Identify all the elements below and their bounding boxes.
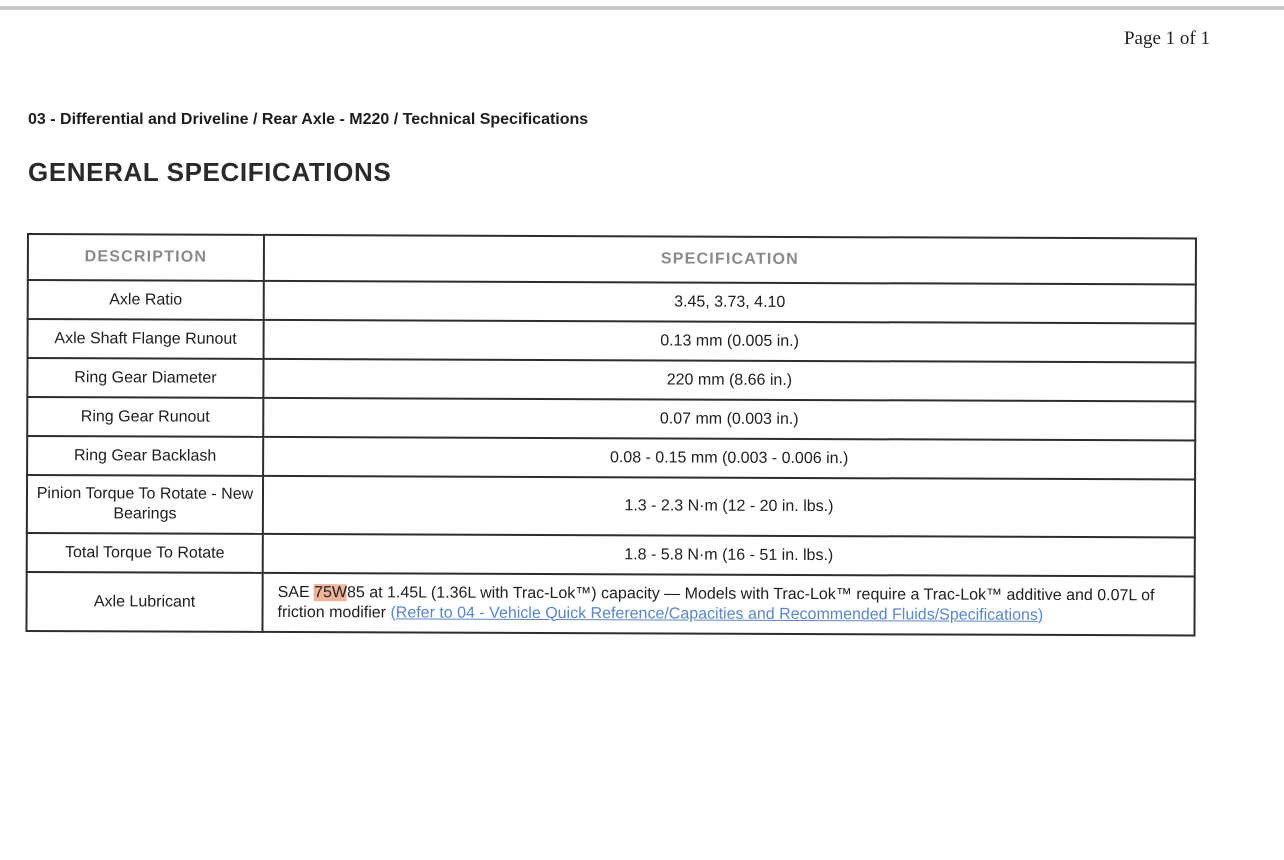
row-description: Axle Lubricant	[26, 572, 262, 632]
breadcrumb: 03 - Differential and Driveline / Rear Axle - M220 / Technical Specifications	[28, 111, 589, 128]
table-row	[27, 475, 1195, 537]
row-specification: 220 mm (8.66 in.)	[263, 359, 1195, 402]
row-specification: 0.13 mm (0.005 in.)	[264, 320, 1196, 363]
page-title: GENERAL SPECIFICATIONS	[28, 157, 392, 187]
row-description: Ring Gear Runout	[27, 397, 263, 437]
row-specification: 1.3 - 2.3 N·m (12 - 20 in. lbs.)	[263, 476, 1195, 538]
highlighted-viscosity: 75W	[314, 583, 348, 601]
row-description: Pinion Torque To Rotate - New Bearings	[27, 475, 263, 534]
table-header-row	[28, 234, 1196, 284]
row-description: Axle Ratio	[28, 280, 264, 320]
row-specification: 0.08 - 0.15 mm (0.003 - 0.006 in.)	[263, 437, 1195, 480]
row-specification: 3.45, 3.73, 4.10	[264, 281, 1196, 324]
page-top-rule	[0, 6, 1284, 10]
table-row	[28, 319, 1196, 362]
table-row	[27, 533, 1195, 576]
table-row	[27, 358, 1195, 401]
row-specification: 0.07 mm (0.003 in.)	[263, 398, 1195, 441]
table-row	[28, 280, 1196, 323]
row-description: Axle Shaft Flange Runout	[28, 319, 264, 359]
row-specification: 1.8 - 5.8 N·m (16 - 51 in. lbs.)	[263, 534, 1195, 577]
lubricant-details: 85 at 1.45L (1.36L with Trac-Lok™) capacity — Models with Trac-Lok™ require a Trac-Lok™ additive and 0.07L of friction modifier	[277, 583, 1155, 621]
page-number: Page 1 of 1	[1123, 28, 1210, 49]
specification-column-header: SPECIFICATION	[264, 235, 1196, 285]
capacities-reference-link[interactable]: (Refer to 04 - Vehicle Quick Reference/Capacities and Recommended Fluids/Specifications)	[390, 603, 1044, 624]
table-row	[27, 397, 1195, 440]
lubricant-prefix: SAE	[277, 583, 315, 601]
row-description: Total Torque To Rotate	[27, 533, 263, 573]
row-description: Ring Gear Backlash	[27, 436, 263, 476]
specifications-table	[25, 233, 1197, 636]
table-row-axle-lubricant	[26, 572, 1194, 635]
table-row	[27, 436, 1195, 479]
lubricant-specification	[262, 573, 1194, 636]
description-column-header: DESCRIPTION	[28, 234, 264, 281]
row-description: Ring Gear Diameter	[27, 358, 263, 398]
